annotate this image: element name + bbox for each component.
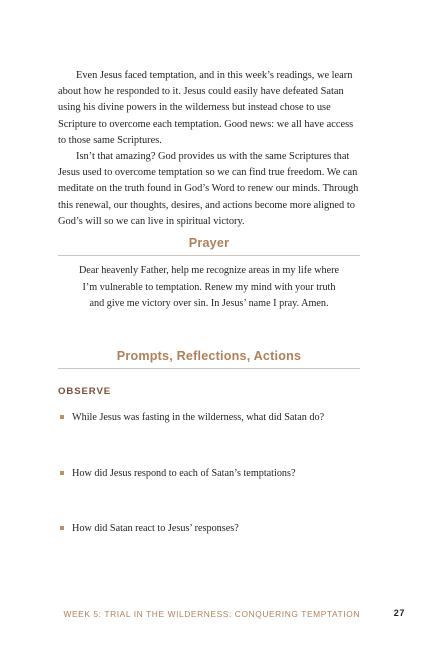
prompts-section: [58, 349, 360, 549]
prayer-line: I’m vulnerable to temptation. Renew my mind with your truth: [82, 281, 336, 293]
page-content: [58, 68, 360, 230]
page-number: 27: [393, 608, 405, 618]
running-title: WEEK 5: TRIAL IN THE WILDERNESS: CONQUERING TEMPTATION: [63, 609, 360, 619]
question-text: How did Satan react to Jesus’ responses?: [72, 523, 239, 534]
square-bullet-icon: [60, 471, 64, 475]
prayer-line: Dear heavenly Father, help me recognize areas in my life where: [78, 265, 340, 276]
prayer-heading: Prayer: [188, 236, 230, 250]
page-footer: [0, 608, 432, 622]
question-text: While Jesus was fasting in the wilderness, what did Satan do?: [72, 412, 325, 423]
body-paragraph-2: Isn’t that amazing? God provides us with the same Scriptures that Jesus used to overcome temptation so we can find true freedom. We can meditate on the truth found in God’s Word to renew our minds. Through this renewal, our thoughts, desires, and actions become more aligned to God’s will so we can live in spiritual victory.: [58, 151, 359, 227]
observe-label: OBSERVE: [58, 386, 112, 397]
question-text: How did Jesus respond to each of Satan’s temptations?: [72, 468, 296, 479]
prompts-heading: Prompts, Reflections, Actions: [116, 349, 302, 363]
prayer-text: [58, 263, 360, 313]
body-paragraph-1: Even Jesus faced temptation, and in this week’s readings, we learn about how he responded to it. Jesus could easily have defeated Satan using his divine powers in the wilderness but instead chose to use Scripture to overcome each temptation. Good news: we all have access to those same Scriptures.: [58, 70, 354, 146]
prayer-divider: [58, 255, 360, 256]
prayer-section: [58, 236, 360, 313]
prompts-divider: [58, 368, 360, 369]
square-bullet-icon: [60, 415, 64, 419]
prayer-line: and give me victory over sin. In Jesus’ name I pray. Amen.: [89, 298, 329, 310]
square-bullet-icon: [60, 526, 64, 530]
